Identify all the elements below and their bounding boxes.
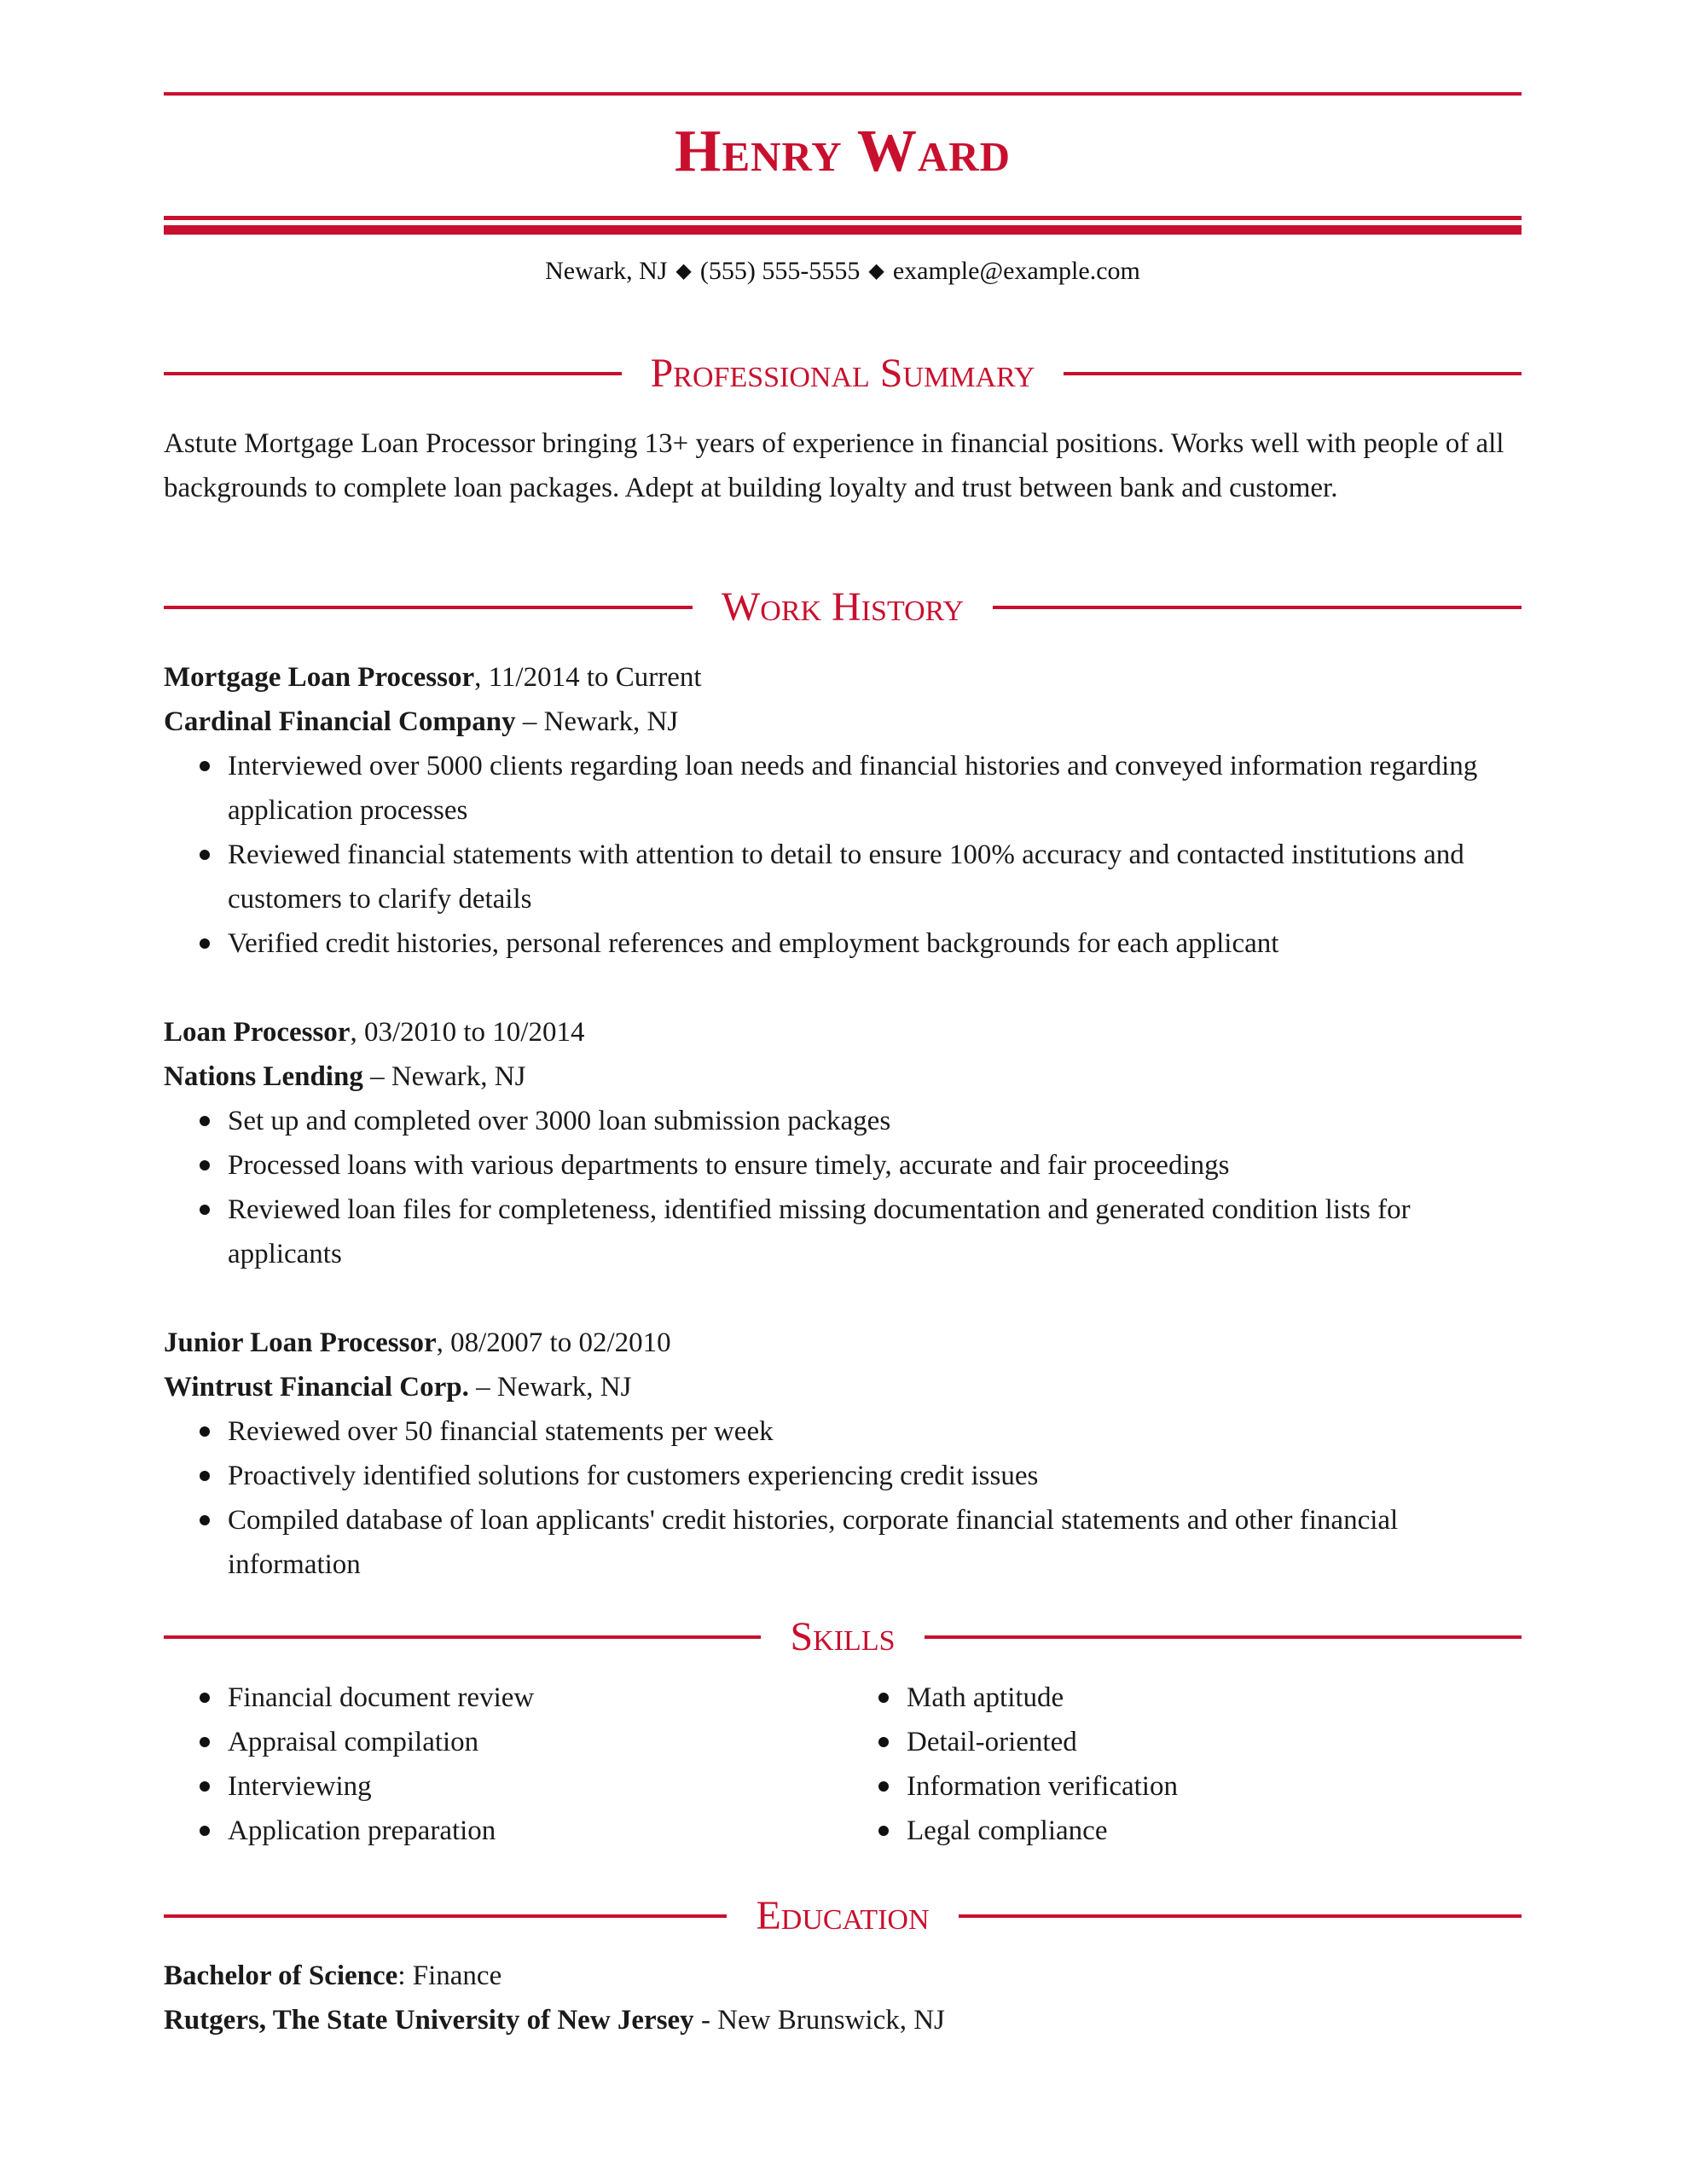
candidate-name: Henry Ward: [675, 119, 1011, 184]
job-location: – Newark, NJ: [515, 706, 679, 737]
section-rule-left: [164, 372, 622, 375]
degree: Bachelor of Science: [164, 1960, 398, 1991]
section-title-summary: Professional Summary: [650, 351, 1035, 396]
contact-phone: (555) 555-5555: [699, 257, 861, 285]
bullet-text: Interviewed over 5000 clients regarding loan needs and financial histories and conveyed information regarding application processes: [228, 751, 1478, 826]
bullet-icon: [200, 1426, 210, 1437]
job-dates: , 11/2014 to Current: [474, 662, 702, 693]
bullet-icon: [878, 1826, 889, 1836]
job-bullet: [228, 1409, 1522, 1454]
skill-item: [907, 1676, 1522, 1720]
header-thin-rule: [164, 216, 1522, 220]
section-header-work: [164, 582, 1522, 633]
job-title-line: [164, 655, 1522, 700]
degree-field: : Finance: [397, 1960, 502, 1991]
job-location: – Newark, NJ: [468, 1372, 632, 1403]
skill-text: Application preparation: [228, 1815, 496, 1846]
section-title-skills: Skills: [790, 1614, 896, 1659]
job-company: Nations Lending: [164, 1061, 363, 1092]
section-rule-right: [925, 1635, 1522, 1639]
skill-item: [907, 1809, 1522, 1853]
bullet-text: Verified credit histories, personal references and employment backgrounds for each applicant: [228, 928, 1279, 959]
bullet-icon: [200, 1781, 210, 1792]
bullet-icon: [200, 1693, 210, 1703]
skills-column-right: [843, 1676, 1522, 1853]
skill-item: [228, 1764, 843, 1809]
skill-text: Information verification: [907, 1771, 1178, 1802]
skill-item: [228, 1676, 843, 1720]
job-company-line: [164, 1365, 1522, 1409]
section-rule-right: [1064, 372, 1522, 375]
skill-text: Appraisal compilation: [228, 1727, 479, 1757]
bullet-icon: [200, 1205, 210, 1215]
section-rule-left: [164, 1914, 727, 1918]
skill-text: Financial document review: [228, 1682, 535, 1713]
header-top-rule: [164, 92, 1522, 96]
skill-item: [228, 1809, 843, 1853]
bullet-icon: [878, 1737, 889, 1747]
job-bullets: [164, 1099, 1522, 1276]
job-location: – Newark, NJ: [362, 1061, 526, 1092]
skill-item: [907, 1764, 1522, 1809]
job-company-line: [164, 700, 1522, 744]
bullet-icon: [200, 761, 210, 771]
bullet-icon: [200, 1116, 210, 1126]
section-rule-left: [164, 606, 693, 609]
bullet-icon: [878, 1693, 889, 1703]
skill-text: Interviewing: [228, 1771, 372, 1802]
bullet-icon: [200, 1471, 210, 1481]
school-name: Rutgers, The State University of New Jersey: [164, 2005, 694, 2036]
bullet-icon: [200, 1160, 210, 1170]
job-title: Loan Processor: [164, 1017, 351, 1048]
section-header-education: [164, 1891, 1522, 1942]
degree-line: [164, 1954, 1522, 1998]
bullet-icon: [200, 1515, 210, 1525]
job-title-line: [164, 1321, 1522, 1365]
job-bullet: [228, 1099, 1522, 1143]
job-bullets: [164, 1409, 1522, 1587]
job-bullet: [228, 1498, 1522, 1587]
contact-location: Newark, NJ: [545, 257, 668, 285]
job-title-line: [164, 1010, 1522, 1054]
school-line: [164, 1998, 1522, 2042]
job-entry: [164, 655, 1522, 966]
skills-list: [164, 1676, 1522, 1853]
section-rule-right: [959, 1914, 1522, 1918]
section-rule-right: [993, 606, 1522, 609]
diamond-icon: ◆: [868, 260, 884, 282]
header-thick-rule: [164, 225, 1522, 235]
job-bullet: [228, 921, 1522, 966]
bullet-text: Proactively identified solutions for customers experiencing credit issues: [228, 1461, 1039, 1491]
section-header-skills: [164, 1612, 1522, 1663]
job-title: Mortgage Loan Processor: [164, 662, 475, 693]
contact-line: [164, 254, 1522, 288]
bullet-text: Set up and completed over 3000 loan submission packages: [228, 1106, 891, 1136]
skill-text: Math aptitude: [907, 1682, 1064, 1713]
job-company: Cardinal Financial Company: [164, 706, 516, 737]
job-company: Wintrust Financial Corp.: [164, 1372, 469, 1403]
bullet-text: Processed loans with various departments to ensure timely, accurate and fair proceedings: [228, 1150, 1230, 1181]
job-bullet: [228, 833, 1522, 921]
job-bullet: [228, 1143, 1522, 1188]
skills-column-left: [164, 1676, 843, 1853]
job-dates: , 08/2007 to 02/2010: [436, 1327, 671, 1358]
job-bullets: [164, 744, 1522, 966]
section-rule-left: [164, 1635, 761, 1639]
section-header-summary: [164, 348, 1522, 399]
job-title: Junior Loan Processor: [164, 1327, 437, 1358]
bullet-icon: [200, 938, 210, 949]
job-dates: , 03/2010 to 10/2014: [350, 1017, 585, 1048]
job-bullet: [228, 744, 1522, 833]
skill-item: [907, 1720, 1522, 1764]
bullet-icon: [200, 1826, 210, 1836]
bullet-text: Reviewed over 50 financial statements per week: [228, 1416, 774, 1447]
skill-text: Legal compliance: [907, 1815, 1108, 1846]
bullet-icon: [200, 850, 210, 860]
bullet-icon: [878, 1781, 889, 1792]
school-location: - New Brunswick, NJ: [693, 2005, 945, 2036]
bullet-icon: [200, 1737, 210, 1747]
job-bullet: [228, 1188, 1522, 1276]
work-history-list: [164, 655, 1522, 1631]
education-entry: [164, 1954, 1522, 2042]
section-title-education: Education: [756, 1893, 930, 1938]
bullet-text: Compiled database of loan applicants' credit histories, corporate financial statements and other financial information: [228, 1505, 1399, 1580]
job-entry: [164, 1010, 1522, 1276]
contact-email: example@example.com: [892, 257, 1140, 285]
job-company-line: [164, 1054, 1522, 1099]
skill-item: [228, 1720, 843, 1764]
bullet-text: Reviewed loan files for completeness, identified missing documentation and generated condition lists for applicants: [228, 1194, 1411, 1269]
job-bullet: [228, 1454, 1522, 1498]
summary-text: Astute Mortgage Loan Processor bringing 13+ years of experience in financial positions. Works well with people of all backgrounds to complete loan packages. Adept at building loyalty and trust between bank and customer.: [164, 428, 1504, 503]
bullet-text: Reviewed financial statements with attention to detail to ensure 100% accuracy and contacted institutions and customers to clarify details: [228, 839, 1464, 915]
job-entry: [164, 1321, 1522, 1587]
diamond-icon: ◆: [675, 260, 692, 282]
section-title-work: Work History: [721, 584, 965, 630]
skill-text: Detail-oriented: [907, 1727, 1077, 1757]
